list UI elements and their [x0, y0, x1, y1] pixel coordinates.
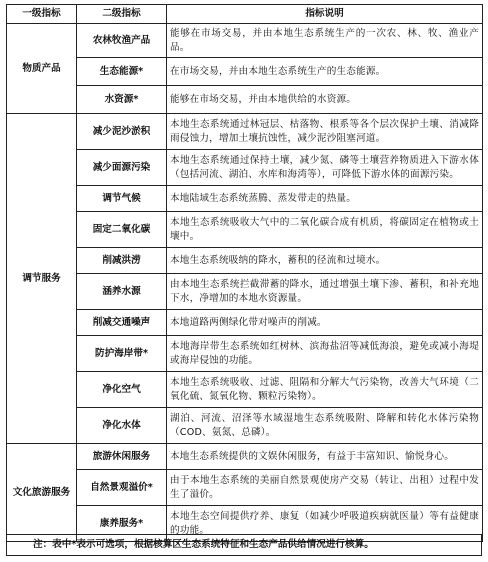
- indicator-description: 在市场交易，并由本地生态系统生产的生态能源。: [167, 58, 483, 86]
- level2-indicator: 减少面源污染: [77, 150, 167, 186]
- header-level1: 一级指标: [7, 5, 77, 24]
- indicator-description: 由本地生态系统拦截滞蓄的降水，通过增强土壤下渗、蓄积，和补充地下水，净增加的本地水资源量。: [167, 274, 483, 310]
- level2-indicator: 净化水体: [77, 408, 167, 444]
- level1-indicator: 物质产品: [7, 24, 77, 114]
- table-header-row: [7, 5, 483, 24]
- level2-indicator: 农林牧渔产品: [77, 24, 167, 58]
- indicator-table: [6, 4, 483, 542]
- header-level2: 二级指标: [77, 5, 167, 24]
- level2-indicator: 调节气候: [77, 186, 167, 212]
- level1-indicator: 文化旅游服务: [7, 444, 77, 542]
- indicator-description: 本地生态系统通过保持土壤，减少氮、磷等土壤营养物质进入下游水体（包括河流、湖泊、水库和海湾等），可降低下游水体的面源污染。: [167, 150, 483, 186]
- indicator-description: 本地道路两侧绿化带对噪声的削减。: [167, 310, 483, 336]
- table-row: [7, 470, 483, 506]
- table-row: [7, 86, 483, 114]
- level1-indicator: 调节服务: [7, 114, 77, 444]
- level2-indicator: 自然景观溢价*: [77, 470, 167, 506]
- table-row: [7, 336, 483, 372]
- table-row: [7, 310, 483, 336]
- indicator-description: 本地生态系统吸纳的降水，蓄积的径流和过境水。: [167, 248, 483, 274]
- indicator-description: 本地生态系统吸收大气中的二氧化碳合成有机质，将碳固定在植物或土壤中。: [167, 212, 483, 248]
- table-row: [7, 212, 483, 248]
- indicator-description: 本地海岸带生态系统如红树林、滨海盐沼等减低海浪，避免或减小海堤或海岸侵蚀的功能。: [167, 336, 483, 372]
- level2-indicator: 固定二氧化碳: [77, 212, 167, 248]
- header-description: 指标说明: [167, 5, 483, 24]
- indicator-description: 本地生态系统通过林冠层、枯落物、根系等各个层次保护土壤、消减降雨侵蚀力，增加土壤抗蚀性，减少泥沙阻塞河道。: [167, 114, 483, 150]
- indicator-description: 由于本地生态系统的美丽自然景观使房产交易（转让、出租）过程中发生了溢价。: [167, 470, 483, 506]
- table-row: [7, 150, 483, 186]
- table-row: [7, 24, 483, 58]
- indicator-description: 本地生态空间提供疗养、康复（如减少呼吸道疾病就医量）等有益健康的功能。: [167, 506, 483, 542]
- level2-indicator: 削减洪涝: [77, 248, 167, 274]
- level2-indicator: 康养服务*: [77, 506, 167, 542]
- table-row: [7, 186, 483, 212]
- level2-indicator: 涵养水源: [77, 274, 167, 310]
- level2-indicator: 防护海岸带*: [77, 336, 167, 372]
- level2-indicator: 净化空气: [77, 372, 167, 408]
- table-note: 注：表中*表示可选项，根据核算区生态系统特征和生态产品供给情况进行核算。: [6, 534, 482, 556]
- indicator-description: 能够在市场交易，并由本地供给的水资源。: [167, 86, 483, 114]
- indicator-description: 湖泊、河流、沼泽等水域湿地生态系统吸附、降解和转化水体污染物（COD、氨氮、总磷）。: [167, 408, 483, 444]
- table-row: [7, 408, 483, 444]
- level2-indicator: 旅游休闲服务: [77, 444, 167, 470]
- level2-indicator: 削减交通噪声: [77, 310, 167, 336]
- table-row: [7, 58, 483, 86]
- table-row: [7, 444, 483, 470]
- table-row: [7, 248, 483, 274]
- level2-indicator: 生态能源*: [77, 58, 167, 86]
- indicator-description: 本地陆域生态系统蒸腾、蒸发带走的热量。: [167, 186, 483, 212]
- indicator-description: 能够在市场交易，并由本地生态系统生产的一次农、林、牧、渔业产品。: [167, 24, 483, 58]
- table-row: [7, 114, 483, 150]
- indicator-description: 本地生态系统提供的文娱休闲服务，有益于丰富知识、愉悦身心。: [167, 444, 483, 470]
- level2-indicator: 水资源*: [77, 86, 167, 114]
- table-body: [7, 24, 483, 542]
- indicator-description: 本地生态系统吸收、过滤、阻隔和分解大气污染物，改善大气环境（二氧化硫、氮氧化物、颗粒污染物）。: [167, 372, 483, 408]
- level2-indicator: 减少泥沙淤积: [77, 114, 167, 150]
- table-row: [7, 274, 483, 310]
- table-row: [7, 372, 483, 408]
